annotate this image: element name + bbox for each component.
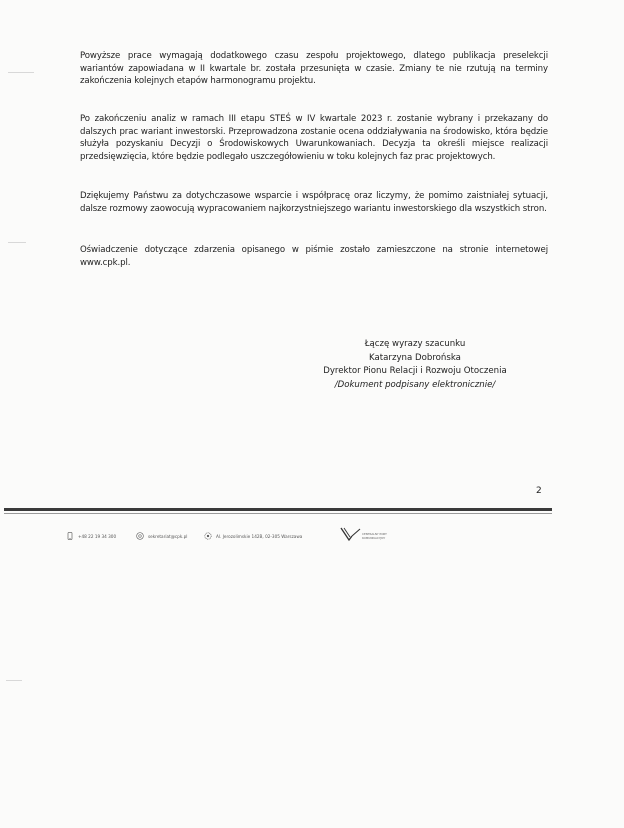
cpk-logo-line2: KOMUNIKACYJNY (362, 535, 386, 540)
cpk-logo-text (362, 533, 387, 540)
paragraph-statement: Oświadczenie dotyczące zdarzenia opisanego w piśmie zostało zamieszczone na stronie internetowej www.cpk.pl. (80, 245, 548, 268)
signature-closing: Łączę wyrazy szacunku (364, 339, 466, 349)
scan-mark (8, 242, 26, 243)
location-icon (204, 532, 212, 540)
paragraph-thanks: Dziękujemy Państwu za dotychczasowe wsparcie i współpracę oraz liczymy, że pomimo zaistniałej sytuacji, dalsze rozmowy zaowocują wypracowaniem najkorzystniejszego wariantu inwestorskiego dla wszystkich stron. (80, 191, 548, 214)
page-number: 2 (536, 486, 542, 496)
footer-address (204, 532, 302, 540)
signature-name: Katarzyna Dobrońska (369, 352, 461, 363)
email-icon (136, 532, 144, 540)
scan-mark (8, 72, 34, 73)
footer-email (136, 532, 187, 540)
paragraph-next-steps: Po zakończeniu analiz w ramach III etapu STEŚ w IV kwartale 2023 r. zostanie wybrany i przekazany do dalszych prac wariant inwestorski. Przeprowadzona zostanie ocena oddziaływania na środowisko, która będzie służyła pozyskaniu Decyzji o Środowiskowych Uwarunkowaniach. Decyzja ta określi miejsce realizacji przedsięwzięcia, które będzie podlegało uszczegółowieniu w toku kolejnych faz prac projektowych. (80, 114, 548, 162)
cpk-logo-line1: CENTRALNY PORT (362, 532, 387, 536)
footer-phone-text: +48 22 19 34 300 (78, 533, 117, 539)
footer-email-text[interactable]: sekretariat@cpk.pl (148, 533, 188, 539)
footer-divider (4, 508, 552, 511)
cpk-logo-icon (340, 526, 362, 544)
footer-phone (66, 532, 116, 540)
signature-block (300, 338, 530, 392)
scan-mark (6, 680, 22, 681)
signature-position: Dyrektor Pionu Relacji i Rozwoju Otoczenia (323, 366, 507, 376)
phone-icon (66, 532, 74, 540)
signature-note: /Dokument podpisany elektronicznie/ (334, 379, 496, 390)
footer-address-text: Al. Jerozolimskie 142B, 02-305 Warszawa (216, 533, 303, 539)
paragraph-delay: Powyższe prace wymagają dodatkowego czasu zespołu projektowego, dlatego publikacja preselekcji wariantów zapowiadana w II kwartale br. została przesunięta w czasie. Zmiany te nie rzutują na terminy zakończenia kolejnych etapów harmonogramu projektu. (80, 51, 548, 86)
footer-divider-thin (4, 513, 552, 514)
